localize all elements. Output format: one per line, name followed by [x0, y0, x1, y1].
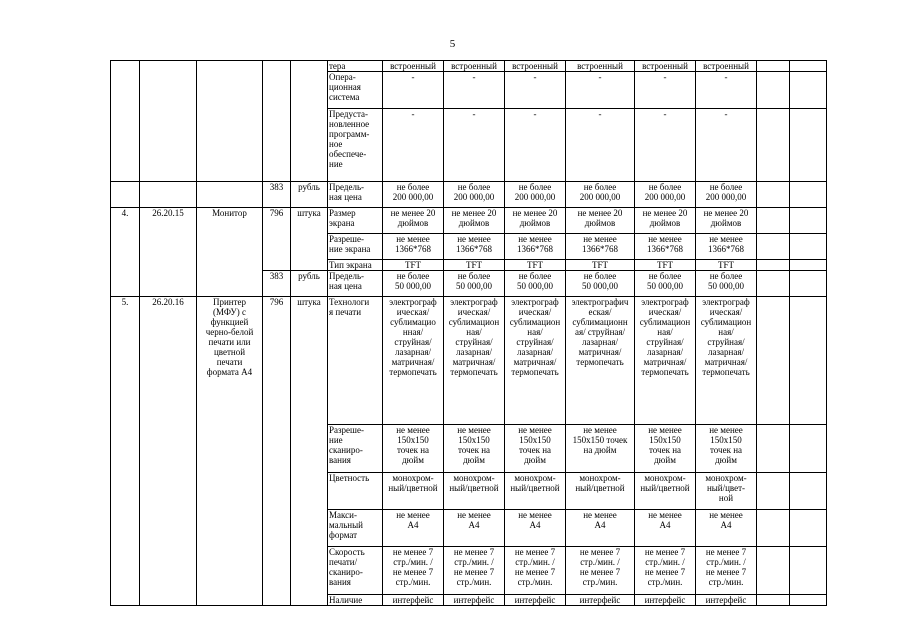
table-cell: не более 200 000,00 [566, 182, 635, 208]
table-cell: не менее 150х150 точек на дюйм [696, 425, 757, 473]
table-cell: 796 [263, 208, 291, 271]
table-cell: интерфейс [696, 595, 757, 606]
table-cell: не более 200 000,00 [635, 182, 696, 208]
table-cell: - [444, 109, 505, 182]
table-cell: не более 50 000,00 [383, 271, 444, 297]
table-cell [790, 234, 827, 260]
table-cell [790, 425, 827, 473]
table-cell: не менее 7 стр./мин. / не менее 7 стр./мин. [635, 547, 696, 595]
table-cell: не менее 1366*768 [696, 234, 757, 260]
table-cell [140, 61, 197, 182]
table-cell: не более 200 000,00 [383, 182, 444, 208]
table-cell [291, 61, 328, 182]
table-cell [757, 208, 790, 234]
table-cell: монохром- ный/цветной [505, 473, 566, 510]
table-cell: - [566, 72, 635, 109]
table-cell: - [566, 109, 635, 182]
table-cell: - [383, 72, 444, 109]
table-cell [790, 547, 827, 595]
table-cell: не менее 20 дюймов [444, 208, 505, 234]
table-cell: Принтер (МФУ) с функцией черно-белой печати или цветной печати формата А4 [197, 297, 263, 606]
table-cell: 5. [111, 297, 140, 606]
table-row [111, 208, 827, 234]
table-cell: не более 200 000,00 [505, 182, 566, 208]
table-cell [757, 425, 790, 473]
table-cell: Размер экрана [328, 208, 383, 234]
table-cell: Разреше- ние экрана [328, 234, 383, 260]
table-cell: 26.20.16 [140, 297, 197, 606]
table-cell: встроенный [566, 61, 635, 72]
table-cell: не менее А4 [566, 510, 635, 547]
table-cell: не менее 150х150 точек на дюйм [444, 425, 505, 473]
table-cell: Разреше- ние сканиро- вания [328, 425, 383, 473]
table-cell: - [696, 72, 757, 109]
table-cell: не менее А4 [505, 510, 566, 547]
table-cell: Макси- мальный формат [328, 510, 383, 547]
table-cell: штука [291, 208, 328, 271]
table-cell: монохром- ный/цветной [566, 473, 635, 510]
table-cell: не менее 1366*768 [505, 234, 566, 260]
table-cell: не менее 150х150 точек на дюйм [635, 425, 696, 473]
table-cell: штука [291, 297, 328, 606]
table-cell [790, 595, 827, 606]
table-cell: не менее 7 стр./мин. / не менее 7 стр./мин. [383, 547, 444, 595]
table-cell: 383 [263, 271, 291, 297]
table-cell: интерфейс [383, 595, 444, 606]
table-cell: не менее 7 стр./мин. / не менее 7 стр./мин. [444, 547, 505, 595]
table-cell: TFT [635, 260, 696, 271]
table-cell: не более 50 000,00 [444, 271, 505, 297]
table-cell [111, 182, 140, 208]
table-cell [140, 182, 197, 208]
table-cell: Тип экрана [328, 260, 383, 271]
table-cell: Предель- ная цена [328, 271, 383, 297]
table-cell: монохром- ный/цвет- ной [696, 473, 757, 510]
table-cell [757, 297, 790, 425]
table-cell [757, 510, 790, 547]
table-cell: Наличие [328, 595, 383, 606]
table-cell: электрограф ическая/ сублимацион ная/ струйная/ лазарная/ матричная/ термопечать [696, 297, 757, 425]
table-cell: не менее 1366*768 [635, 234, 696, 260]
table-cell [790, 72, 827, 109]
table-cell: не менее 150х150 точек на дюйм [505, 425, 566, 473]
table-cell: не менее А4 [444, 510, 505, 547]
table-cell: не менее 20 дюймов [383, 208, 444, 234]
table-cell: монохром- ный/цветной [444, 473, 505, 510]
table-cell [790, 182, 827, 208]
table-cell: TFT [444, 260, 505, 271]
table-cell [757, 547, 790, 595]
table-cell: TFT [505, 260, 566, 271]
table-cell: встроенный [696, 61, 757, 72]
table-cell: Монитор [197, 208, 263, 297]
table-cell: - [635, 109, 696, 182]
table-cell: не менее 1366*768 [383, 234, 444, 260]
table-cell: Цветность [328, 473, 383, 510]
table-cell: - [505, 72, 566, 109]
table-cell: электрограф ическая/ сублимацион ная/ струйная/ лазарная/ матричная/ термопечать [635, 297, 696, 425]
table-cell [790, 208, 827, 234]
table-cell [790, 260, 827, 271]
table-cell [757, 109, 790, 182]
table-cell: электрограф ическая/ сублимацио нная/ струйная/ лазарная/ матричная/ термопечать [383, 297, 444, 425]
table-cell [757, 72, 790, 109]
table-cell: 4. [111, 208, 140, 297]
table-cell: не более 200 000,00 [444, 182, 505, 208]
table-cell: не менее 150х150 точек на дюйм [383, 425, 444, 473]
table-cell [757, 473, 790, 510]
table-cell: 26.20.15 [140, 208, 197, 297]
table-cell [790, 473, 827, 510]
table-cell: рубль [291, 271, 328, 297]
table-cell [263, 61, 291, 182]
table-cell: интерфейс [505, 595, 566, 606]
table-cell: Скорость печати/ сканиро- вания [328, 547, 383, 595]
page-number: 5 [449, 38, 456, 50]
table-cell [790, 510, 827, 547]
table-cell [757, 61, 790, 72]
table-cell: встроенный [444, 61, 505, 72]
table-cell: электрограф ическая/ сублимацион ная/ струйная/ лазарная/ матричная/ термопечать [444, 297, 505, 425]
table-cell [790, 271, 827, 297]
table-cell [790, 61, 827, 72]
table-cell [757, 595, 790, 606]
table-cell: - [635, 72, 696, 109]
table-cell: Предуста- новленное программ- ное обеспече- ние [328, 109, 383, 182]
table-cell: не менее 20 дюймов [505, 208, 566, 234]
table-row [111, 297, 827, 425]
table-cell [790, 109, 827, 182]
table-cell [757, 234, 790, 260]
table-cell: 796 [263, 297, 291, 606]
table-cell: электрографич еская/ сублимационн ая/ струйная/ лазарная/ матричная/ термопечать [566, 297, 635, 425]
table-cell [757, 260, 790, 271]
table-cell: Опера- ционная система [328, 72, 383, 109]
table-cell: Предель- ная цена [328, 182, 383, 208]
table-cell: не менее А4 [696, 510, 757, 547]
table-cell: не менее 1366*768 [444, 234, 505, 260]
spec-table [110, 60, 827, 606]
table-cell [790, 297, 827, 425]
table-cell [757, 182, 790, 208]
table-cell: Технологи я печати [328, 297, 383, 425]
table-cell: не менее 7 стр./мин. / не менее 7 стр./мин. [696, 547, 757, 595]
table-cell: встроенный [383, 61, 444, 72]
table-cell: - [696, 109, 757, 182]
table-cell: не менее 20 дюймов [566, 208, 635, 234]
table-cell: - [505, 109, 566, 182]
table-cell: не менее А4 [635, 510, 696, 547]
table-cell: не менее 150х150 точек на дюйм [566, 425, 635, 473]
table-cell: интерфейс [635, 595, 696, 606]
table-cell: не менее 7 стр./мин. / не менее 7 стр./мин. [505, 547, 566, 595]
table-cell: интерфейс [566, 595, 635, 606]
table-cell: TFT [696, 260, 757, 271]
table-cell: 383 [263, 182, 291, 208]
table-cell [757, 271, 790, 297]
table-cell: TFT [383, 260, 444, 271]
table-cell: не более 200 000,00 [696, 182, 757, 208]
table-cell [197, 61, 263, 182]
table-row [111, 182, 827, 208]
table-cell: встроенный [635, 61, 696, 72]
table-row [111, 61, 827, 72]
table-cell: не более 50 000,00 [505, 271, 566, 297]
table-cell: тера [328, 61, 383, 72]
table-cell: TFT [566, 260, 635, 271]
table-cell: - [383, 109, 444, 182]
table-cell: рубль [291, 182, 328, 208]
table-cell [111, 61, 140, 182]
table-cell: не более 50 000,00 [566, 271, 635, 297]
table-cell: монохром- ный/цветной [383, 473, 444, 510]
table-cell: не менее 7 стр./мин. / не менее 7 стр./мин. [566, 547, 635, 595]
table-cell [197, 182, 263, 208]
table-cell: электрограф ическая/ сублимацион ная/ струйная/ лазарная/ матричная/ термопечать [505, 297, 566, 425]
table-cell: не менее 1366*768 [566, 234, 635, 260]
table-cell: - [444, 72, 505, 109]
table-cell: не менее А4 [383, 510, 444, 547]
table-cell: встроенный [505, 61, 566, 72]
table-cell: не более 50 000,00 [635, 271, 696, 297]
table-cell: не менее 20 дюймов [696, 208, 757, 234]
table-cell: не более 50 000,00 [696, 271, 757, 297]
table-cell: монохром- ный/цветной [635, 473, 696, 510]
table-cell: интерфейс [444, 595, 505, 606]
table-cell: не менее 20 дюймов [635, 208, 696, 234]
